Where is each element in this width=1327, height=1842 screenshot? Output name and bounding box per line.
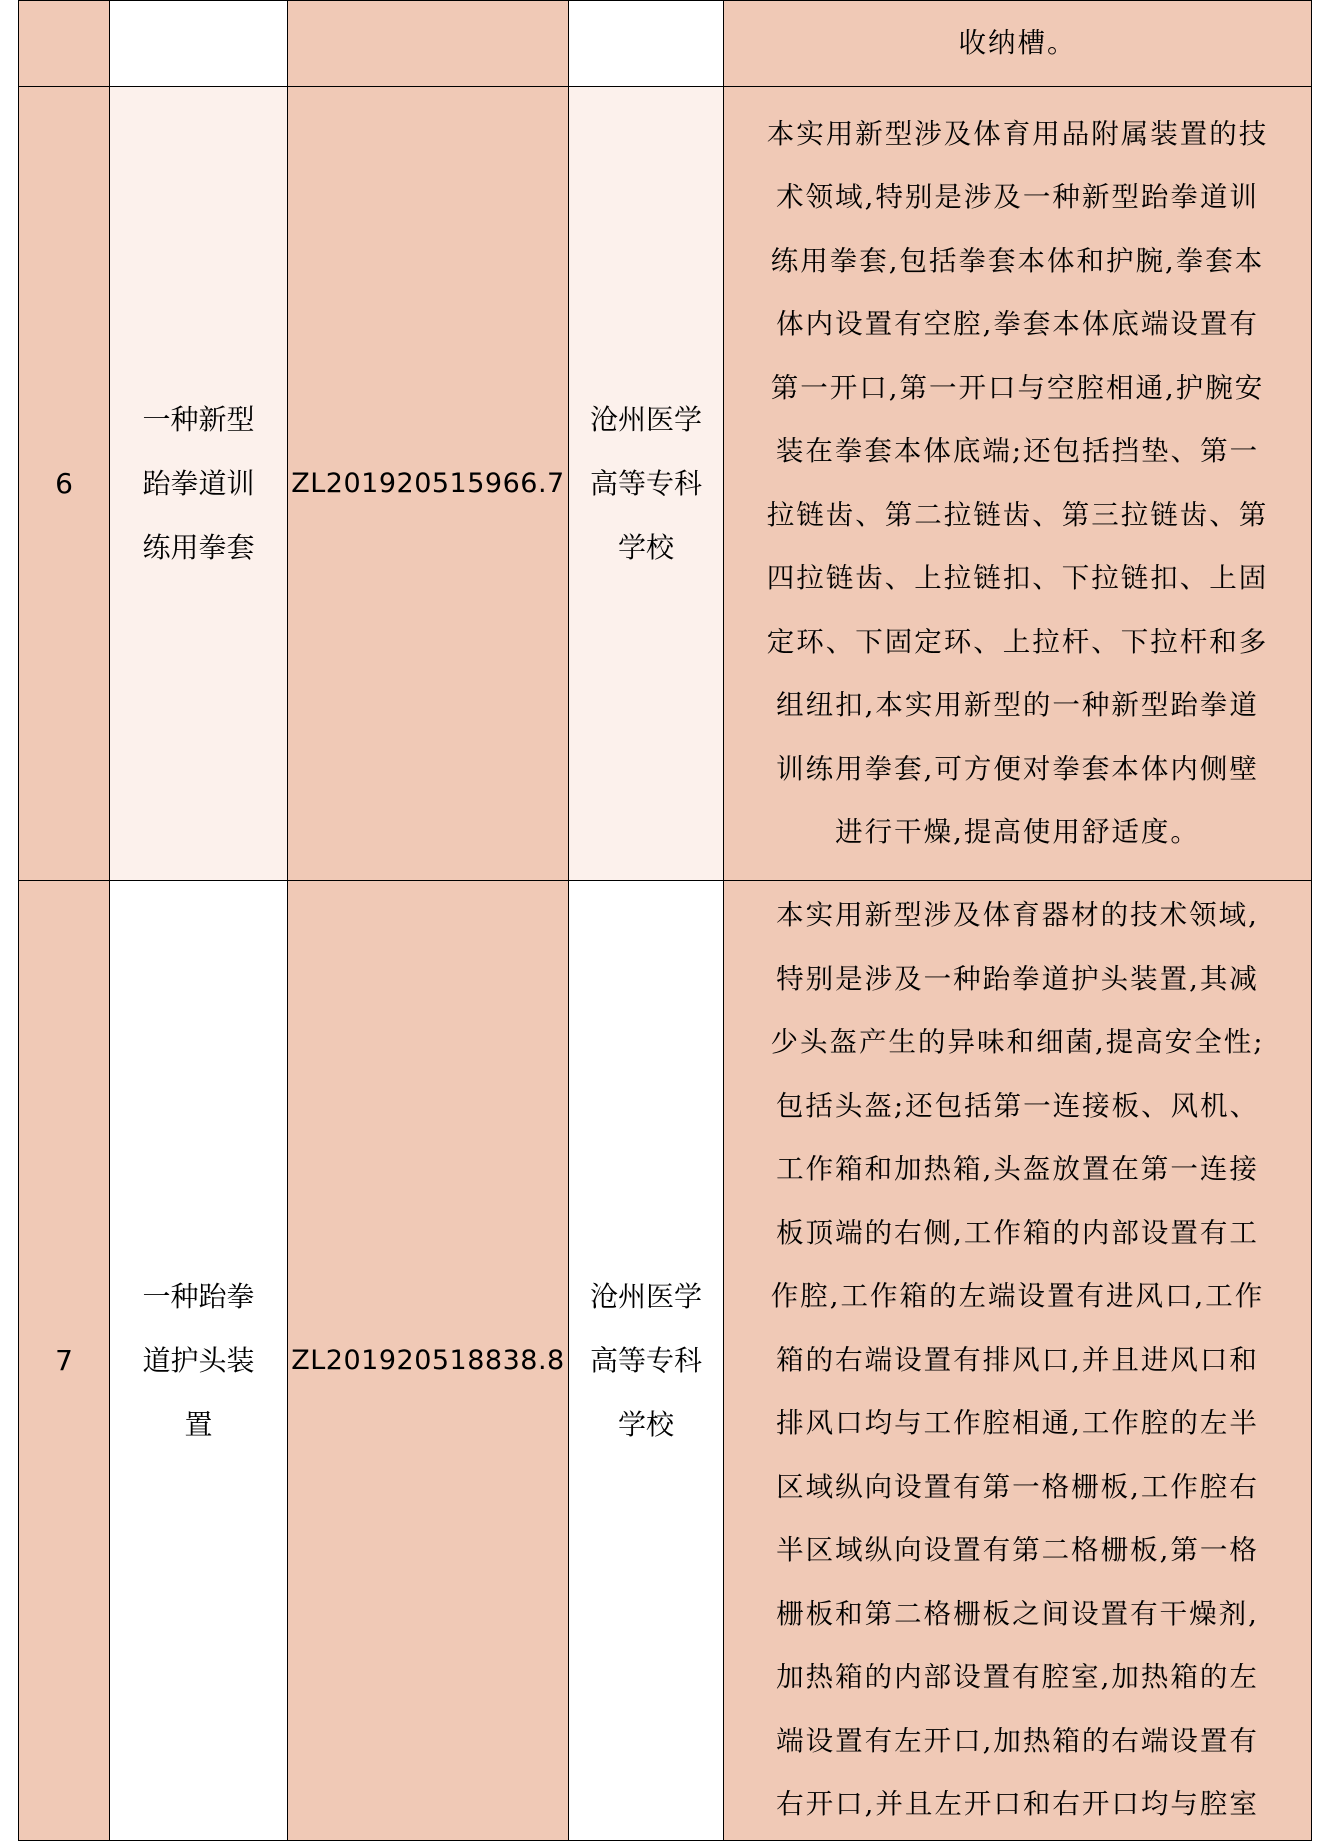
row-index-cell: [19, 1, 110, 87]
patent-name-cell: [110, 1, 288, 87]
patent-name-line: 跆拳道训: [142, 466, 255, 500]
description-line: 练用拳套,包括拳套本体和护腕,拳套本: [770, 244, 1265, 277]
description-line: 箱的右端设置有排风口,并且进风口和: [776, 1343, 1259, 1376]
organization-cell: [569, 87, 724, 881]
description-line: 加热箱的内部设置有腔室,加热箱的左: [776, 1661, 1259, 1694]
patent-name-line: 道护头装: [142, 1343, 255, 1377]
description-line: 术领域,特别是涉及一种新型跆拳道训: [776, 181, 1259, 213]
description-line: 进行干燥,提高使用舒适度。: [835, 816, 1200, 848]
description-line: 本实用新型涉及体育用品附属装置的技: [766, 117, 1269, 150]
description-line: 组纽扣,本实用新型的一种新型跆拳道: [776, 689, 1259, 721]
organization-cell: [569, 1, 724, 87]
description-line: 栅板和第二格栅板之间设置有干燥剂,: [776, 1597, 1259, 1630]
description-line: 半区域纵向设置有第二格栅板,第一格: [776, 1534, 1259, 1567]
description-line: 右开口,并且左开口和右开口均与腔室: [776, 1788, 1259, 1821]
patent-name-cell: [110, 881, 288, 1841]
description-line: 区域纵向设置有第一格栅板,工作腔右: [776, 1470, 1259, 1503]
description-cell: [724, 87, 1312, 881]
patent-number-cell: [288, 1, 569, 87]
description-line: 作腔,工作箱的左端设置有进风口,工作: [770, 1280, 1265, 1313]
description-line: 排风口均与工作腔相通,工作腔的左半: [776, 1407, 1259, 1440]
patent-number-cell: ZL201920518838.8: [288, 881, 569, 1841]
description-line: 特别是涉及一种跆拳道护头装置,其减: [776, 962, 1259, 995]
organization-line: 沧州医学: [589, 1279, 702, 1313]
patent-name-line: 一种跆拳: [142, 1279, 255, 1313]
patent-name-line: 置: [184, 1407, 213, 1441]
description-cell: [724, 1, 1312, 87]
organization-line: 沧州医学: [589, 402, 702, 436]
description-line: 本实用新型涉及体育器材的技术领域,: [776, 899, 1259, 932]
description-line: 端设置有左开口,加热箱的右端设置有: [776, 1724, 1259, 1757]
organization-line: 高等专科: [589, 466, 702, 500]
table-row: [19, 1, 1312, 87]
description-line: 四拉链齿、上拉链扣、下拉链扣、上固: [766, 562, 1269, 594]
organization-line: 学校: [617, 1407, 674, 1441]
table-row: [19, 881, 1312, 1841]
patent-name-line: 一种新型: [142, 402, 255, 436]
row-index-cell: 6: [19, 87, 110, 881]
table-row: [19, 87, 1312, 881]
patent-name-cell: [110, 87, 288, 881]
description-line: 拉链齿、第二拉链齿、第三拉链齿、第: [766, 498, 1269, 531]
description-line: 板顶端的右侧,工作箱的内部设置有工: [776, 1216, 1259, 1249]
description-line: 体内设置有空腔,拳套本体底端设置有: [776, 308, 1259, 340]
row-index-cell: 7: [19, 881, 110, 1841]
organization-line: 学校: [617, 530, 674, 564]
patent-table: [18, 0, 1312, 1841]
description-line: 装在拳套本体底端;还包括挡垫、第一: [775, 435, 1260, 467]
organization-line: 高等专科: [589, 1343, 702, 1377]
description-line: 训练用拳套,可方便对拳套本体内侧壁: [776, 752, 1259, 785]
description-line: 收纳槽。: [958, 26, 1077, 59]
description-cell: [724, 881, 1312, 1841]
patent-number-cell: ZL201920515966.7: [288, 87, 569, 881]
description-line: 包括头盔;还包括第一连接板、风机、: [775, 1089, 1260, 1122]
description-line: 第一开口,第一开口与空腔相通,护腕安: [770, 371, 1265, 404]
organization-cell: [569, 881, 724, 1841]
description-line: 定环、下固定环、上拉杆、下拉杆和多: [766, 625, 1269, 658]
patent-name-line: 练用拳套: [142, 530, 255, 564]
description-line: 工作箱和加热箱,头盔放置在第一连接: [776, 1153, 1259, 1186]
description-line: 少头盔产生的异味和细菌,提高安全性;: [770, 1026, 1265, 1059]
